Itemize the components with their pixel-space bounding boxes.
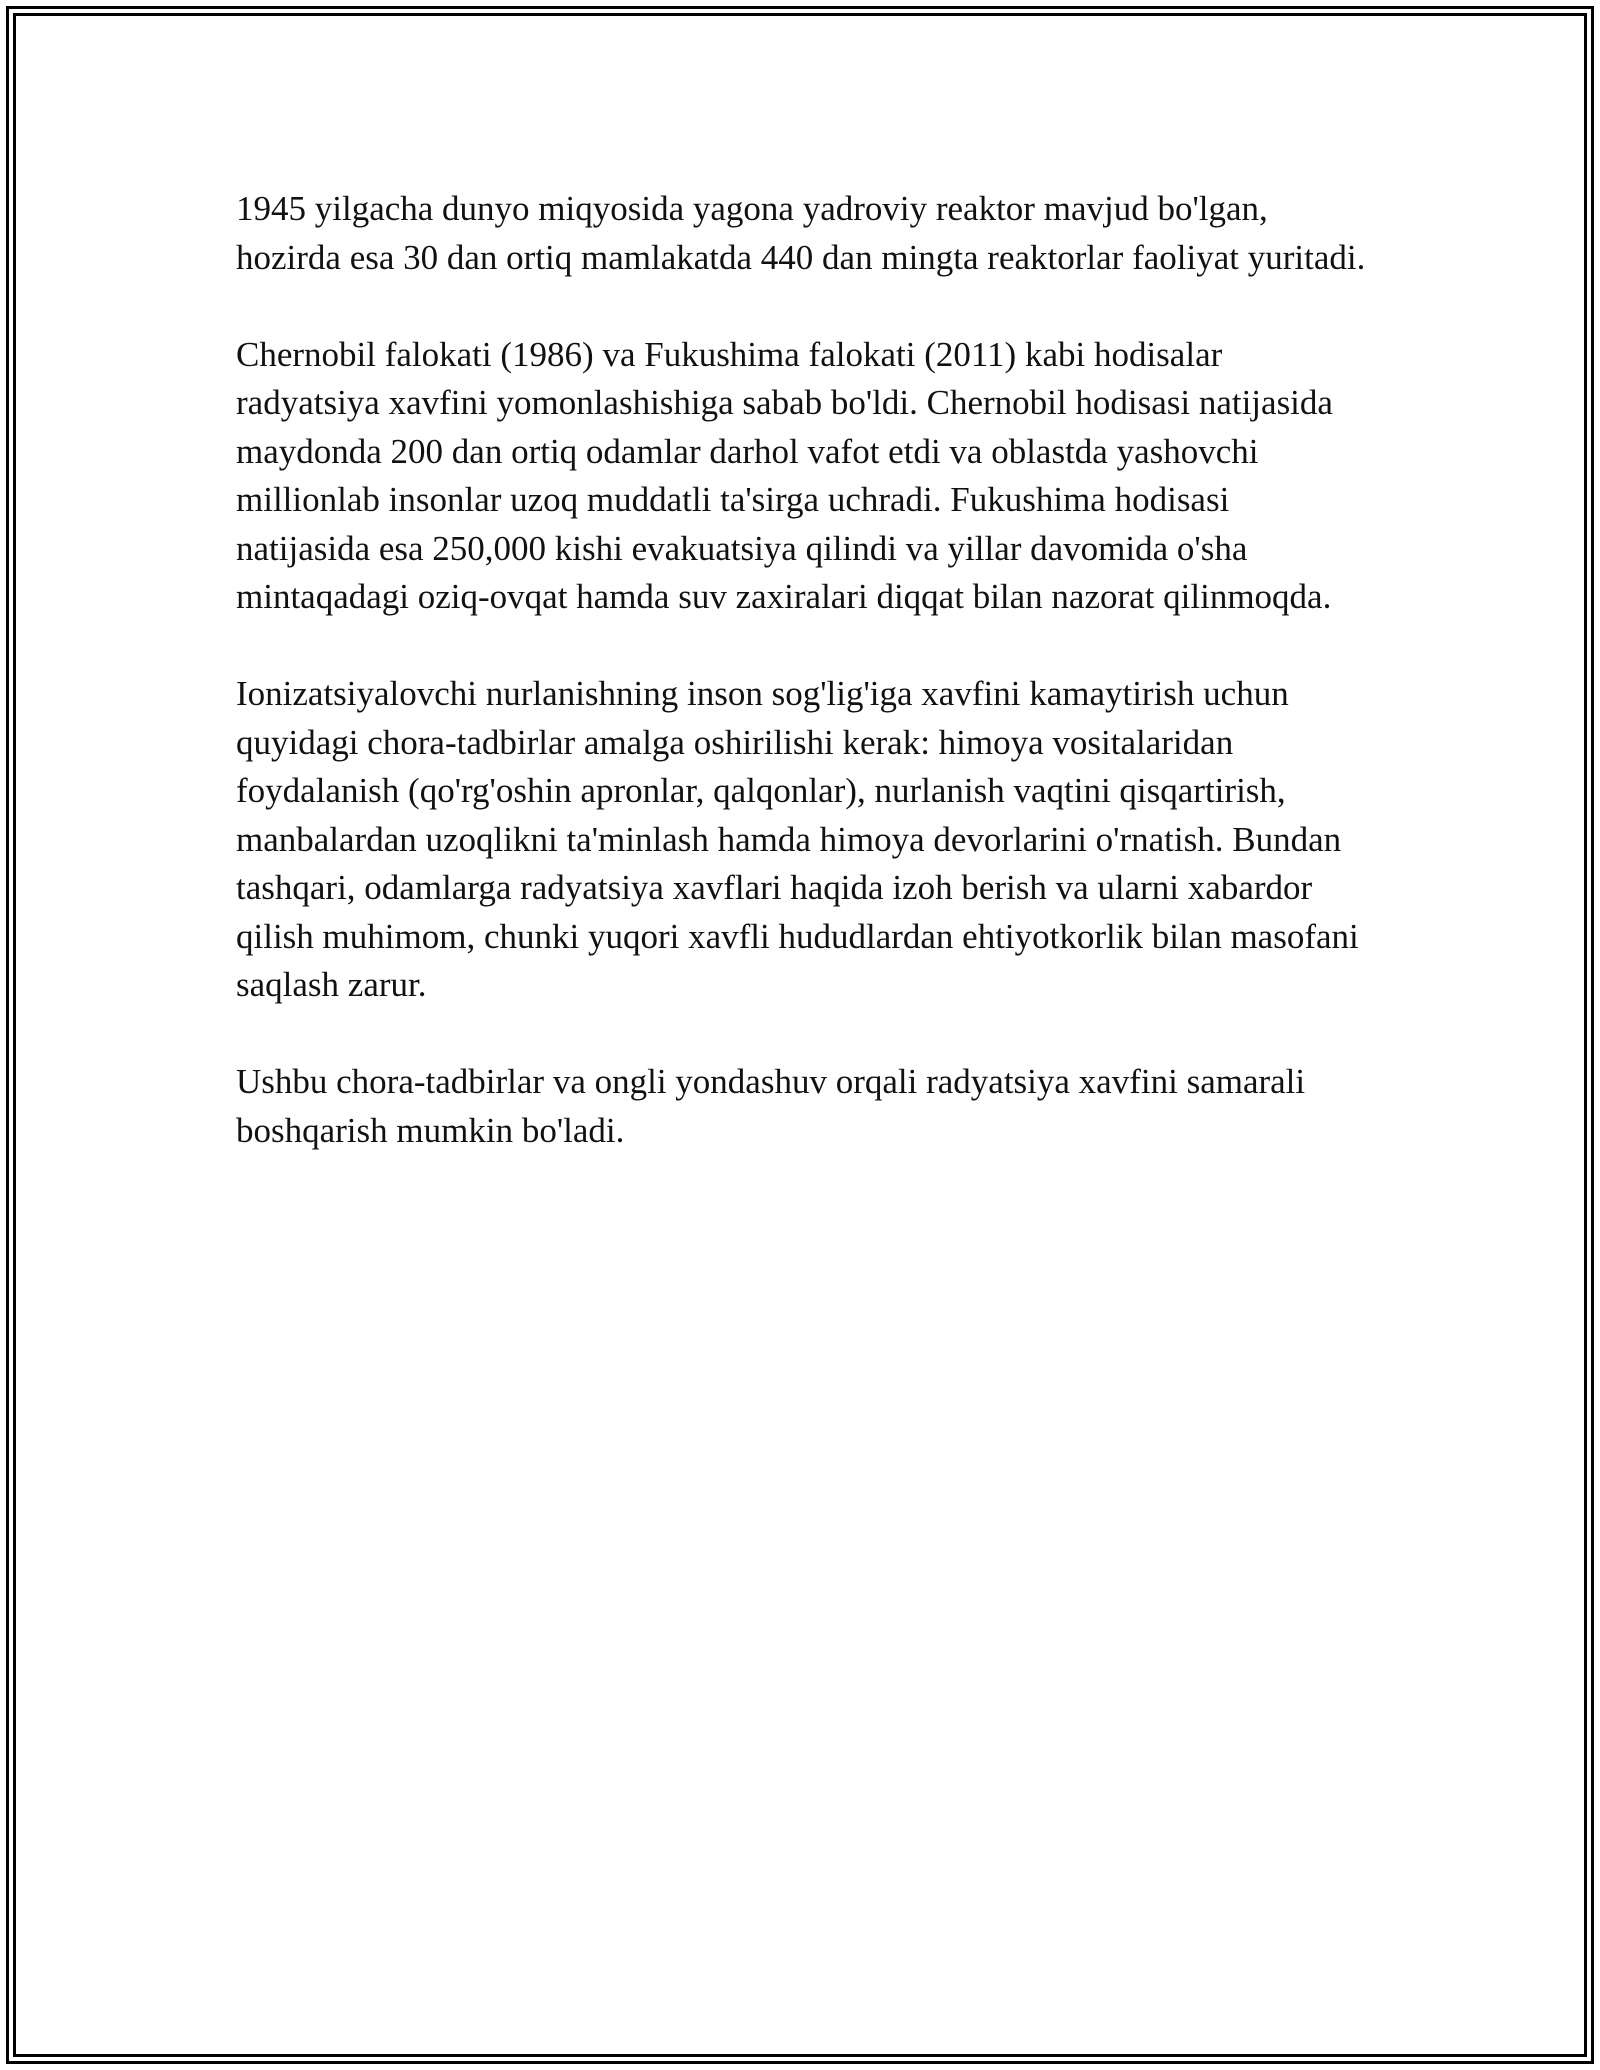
paragraph-protection-measures: Ionizatsiyalovchi nurlanishning inson sog'lig'iga xavfini kamaytirish uchun quyidagi chora-tadbirlar amalga oshirilishi kerak: himoya vositalaridan foydalanish (qo'rg'oshin apronlar, qalqonlar), nurlanish vaqtini qisqartirish, manbalardan uzoqlikni ta'minlash hamda himoya devorlarini o'rnatish. Bundan tashqari, odamlarga radyatsiya xavflari haqida izoh berish va ularni xabardor qilish muhimom, chunki yuqori xavfli hududlardan ehtiyotkorlik bilan masofani saqlash zarur.: [236, 674, 1359, 1004]
paragraph-reactors: 1945 yilgacha dunyo miqyosida yagona yadroviy reaktor mavjud bo'lgan, hozirda esa 30 dan ortiq mamlakatda 440 dan mingta reaktorlar faoliyat yuritadi.: [236, 189, 1366, 277]
paragraph-conclusion: Ushbu chora-tadbirlar va ongli yondashuv orqali radyatsiya xavfini samarali boshqarish mumkin bo'ladi.: [236, 1062, 1306, 1150]
document-body: [236, 185, 1366, 1204]
paragraph-disasters: Chernobil falokati (1986) va Fukushima falokati (2011) kabi hodisalar radyatsiya xavfini yomonlashishiga sabab bo'ldi. Chernobil hodisasi natijasida maydonda 200 dan ortiq odamlar darhol vafot etdi va oblastda yashovchi millionlab insonlar uzoq muddatli ta'sirga uchradi. Fukushima hodisasi natijasida esa 250,000 kishi evakuatsiya qilindi va yillar davomida o'sha mintaqadagi oziq-ovqat hamda suv zaxiralari diqqat bilan nazorat qilinmoqda.: [236, 334, 1333, 616]
